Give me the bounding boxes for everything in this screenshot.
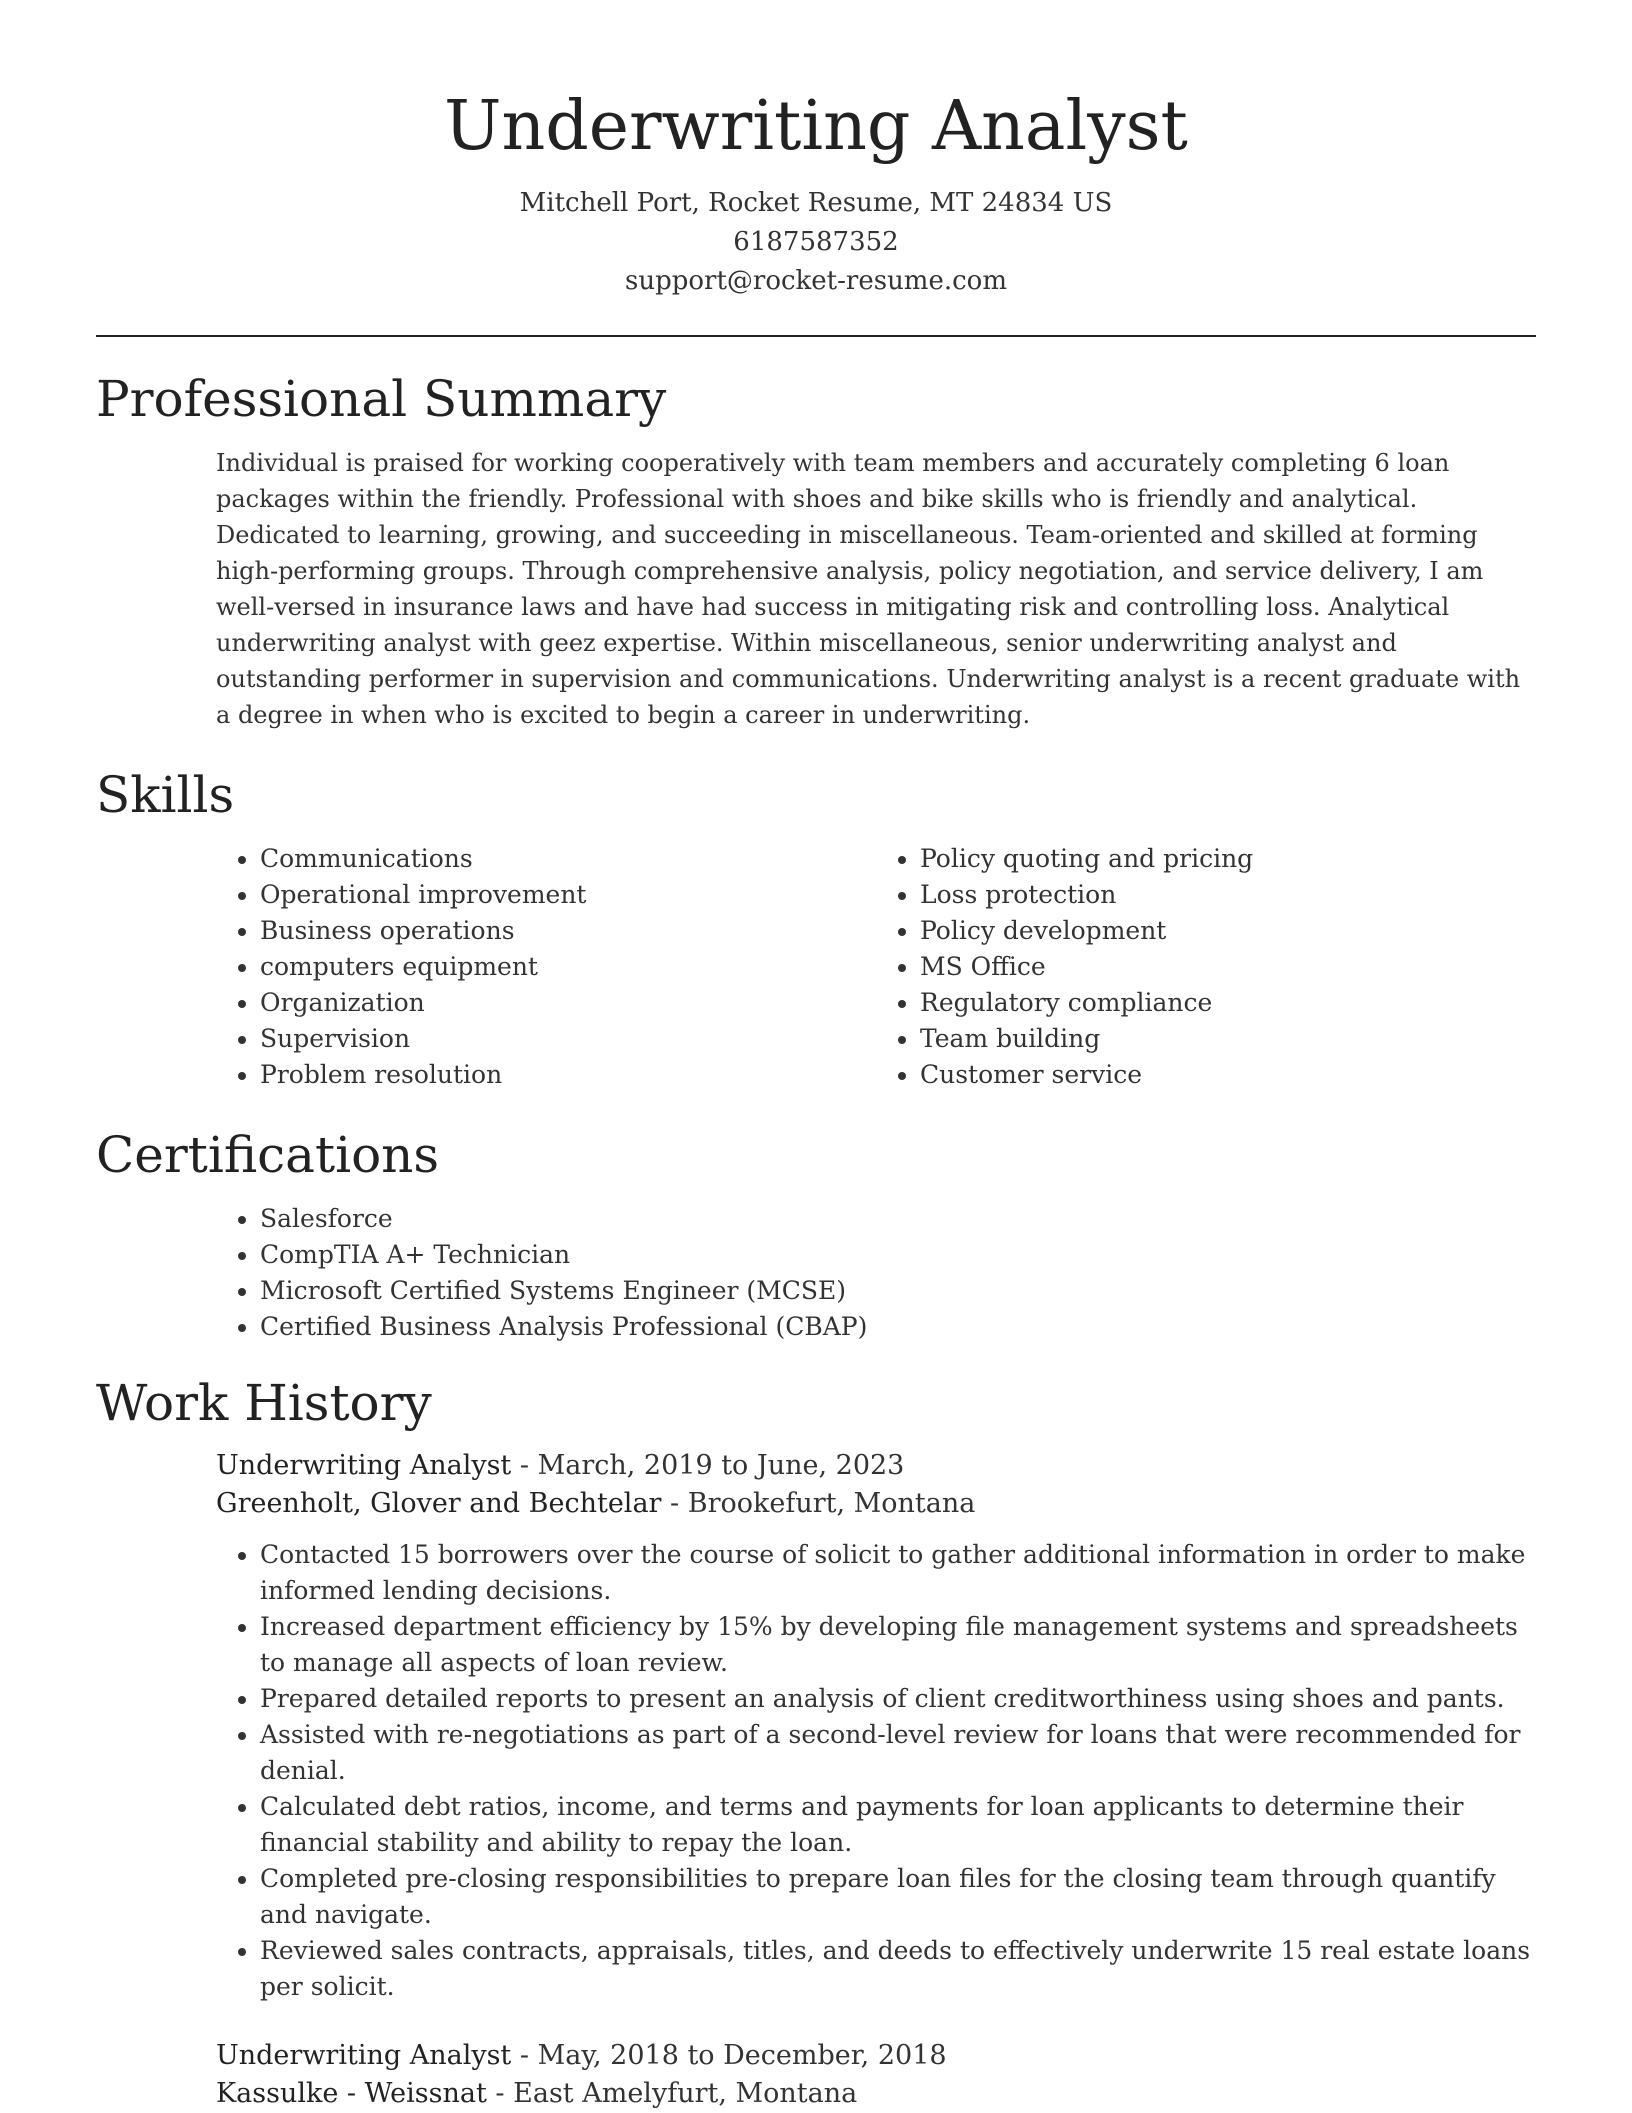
skill-item: • Communications (260, 841, 876, 877)
job-bullet: • Completed pre-closing responsibilities to prepare loan files for the closing team through quantify and navigate. (260, 1861, 1536, 1933)
contact-email: support@rocket-resume.com (624, 266, 1007, 296)
summary-section (96, 367, 1536, 733)
skill-item: • Regulatory compliance (920, 985, 1536, 1021)
job-company: Greenholt, Glover and Bechtelar (216, 1488, 662, 1519)
job-title-line (216, 1447, 1536, 1485)
certifications-heading: Certifications (96, 1126, 440, 1184)
resume-title: Underwriting Analyst (444, 87, 1188, 166)
job-dates: - March, 2019 to June, 2023 (511, 1450, 905, 1481)
skill-item: • Loss protection (920, 877, 1536, 913)
certifications-list (216, 1201, 1536, 1345)
certification-item: • Microsoft Certified Systems Engineer (MCSE) (260, 1273, 1536, 1309)
skill-item: • MS Office (920, 949, 1536, 985)
job-title-line (216, 2037, 1536, 2075)
skills-section (96, 763, 1536, 1093)
contact-info (96, 184, 1536, 301)
work-section (96, 1371, 1536, 2113)
certification-item: • Certified Business Analysis Professional (CBAP) (260, 1309, 1536, 1345)
skills-list-left (216, 841, 876, 1093)
job-title: Underwriting Analyst (216, 1450, 512, 1481)
job-title: Underwriting Analyst (216, 2040, 512, 2071)
job-location: - Brookefurt, Montana (661, 1488, 976, 1519)
job-company-line (216, 1485, 1536, 1523)
header-divider (96, 335, 1536, 337)
job-entry (96, 1447, 1536, 2005)
job-entry (96, 2037, 1536, 2113)
resume-header (96, 0, 1536, 301)
skill-item: • Operational improvement (260, 877, 876, 913)
job-bullet: • Prepared detailed reports to present an analysis of client creditworthiness using shoes and pants. (260, 1681, 1536, 1717)
job-bullet: • Calculated debt ratios, income, and terms and payments for loan applicants to determine their financial stability and ability to repay the loan. (260, 1789, 1536, 1861)
certification-item: • Salesforce (260, 1201, 1536, 1237)
work-heading: Work History (96, 1374, 432, 1432)
job-location: - East Amelyfurt, Montana (486, 2078, 858, 2109)
skill-item: • Supervision (260, 1021, 876, 1057)
skill-item: • Organization (260, 985, 876, 1021)
job-bullet: • Reviewed sales contracts, appraisals, titles, and deeds to effectively underwrite 15 real estate loans per solicit. (260, 1933, 1536, 2005)
summary-heading: Professional Summary (96, 370, 667, 428)
job-bullet: • Contacted 15 borrowers over the course of solicit to gather additional information in order to make informed lending decisions. (260, 1537, 1536, 1609)
job-bullet: • Assisted with re-negotiations as part of a second-level review for loans that were recommended for denial. (260, 1717, 1536, 1789)
job-bullet: • Increased department efficiency by 15% by developing file management systems and spreadsheets to manage all aspects of loan review. (260, 1609, 1536, 1681)
skill-item: • computers equipment (260, 949, 876, 985)
skill-item: • Policy development (920, 913, 1536, 949)
job-dates: - May, 2018 to December, 2018 (511, 2040, 947, 2071)
contact-address: Mitchell Port, Rocket Resume, MT 24834 US (519, 188, 1113, 218)
contact-phone: 6187587352 (733, 227, 899, 257)
skill-item: • Problem resolution (260, 1057, 876, 1093)
skills-heading: Skills (96, 766, 235, 824)
job-bullets (216, 1537, 1536, 2005)
job-company: Kassulke - Weissnat (216, 2078, 487, 2109)
summary-text: Individual is praised for working cooperatively with team members and accurately completing 6 loan packages within the friendly. Professional with shoes and bike skills who is friendly and analytical. Dedicated to learning, growing, and succeeding in miscellaneous. Team-oriented and skilled at forming high-performing groups. Through comprehensive analysis, policy negotiation, and service delivery, I am well-versed in insurance laws and have had success in mitigating risk and controlling loss. Analytical underwriting analyst with geez expertise. Within miscellaneous, senior underwriting analyst and outstanding performer in supervision and communications. Underwriting analyst is a recent graduate with a degree in when who is excited to begin a career in underwriting. (216, 449, 1521, 729)
skill-item: • Business operations (260, 913, 876, 949)
certifications-section (96, 1123, 1536, 1345)
certification-item: • CompTIA A+ Technician (260, 1237, 1536, 1273)
skills-list-right (876, 841, 1536, 1093)
job-company-line (216, 2075, 1536, 2113)
skill-item: • Policy quoting and pricing (920, 841, 1536, 877)
skill-item: • Team building (920, 1021, 1536, 1057)
skill-item: • Customer service (920, 1057, 1536, 1093)
